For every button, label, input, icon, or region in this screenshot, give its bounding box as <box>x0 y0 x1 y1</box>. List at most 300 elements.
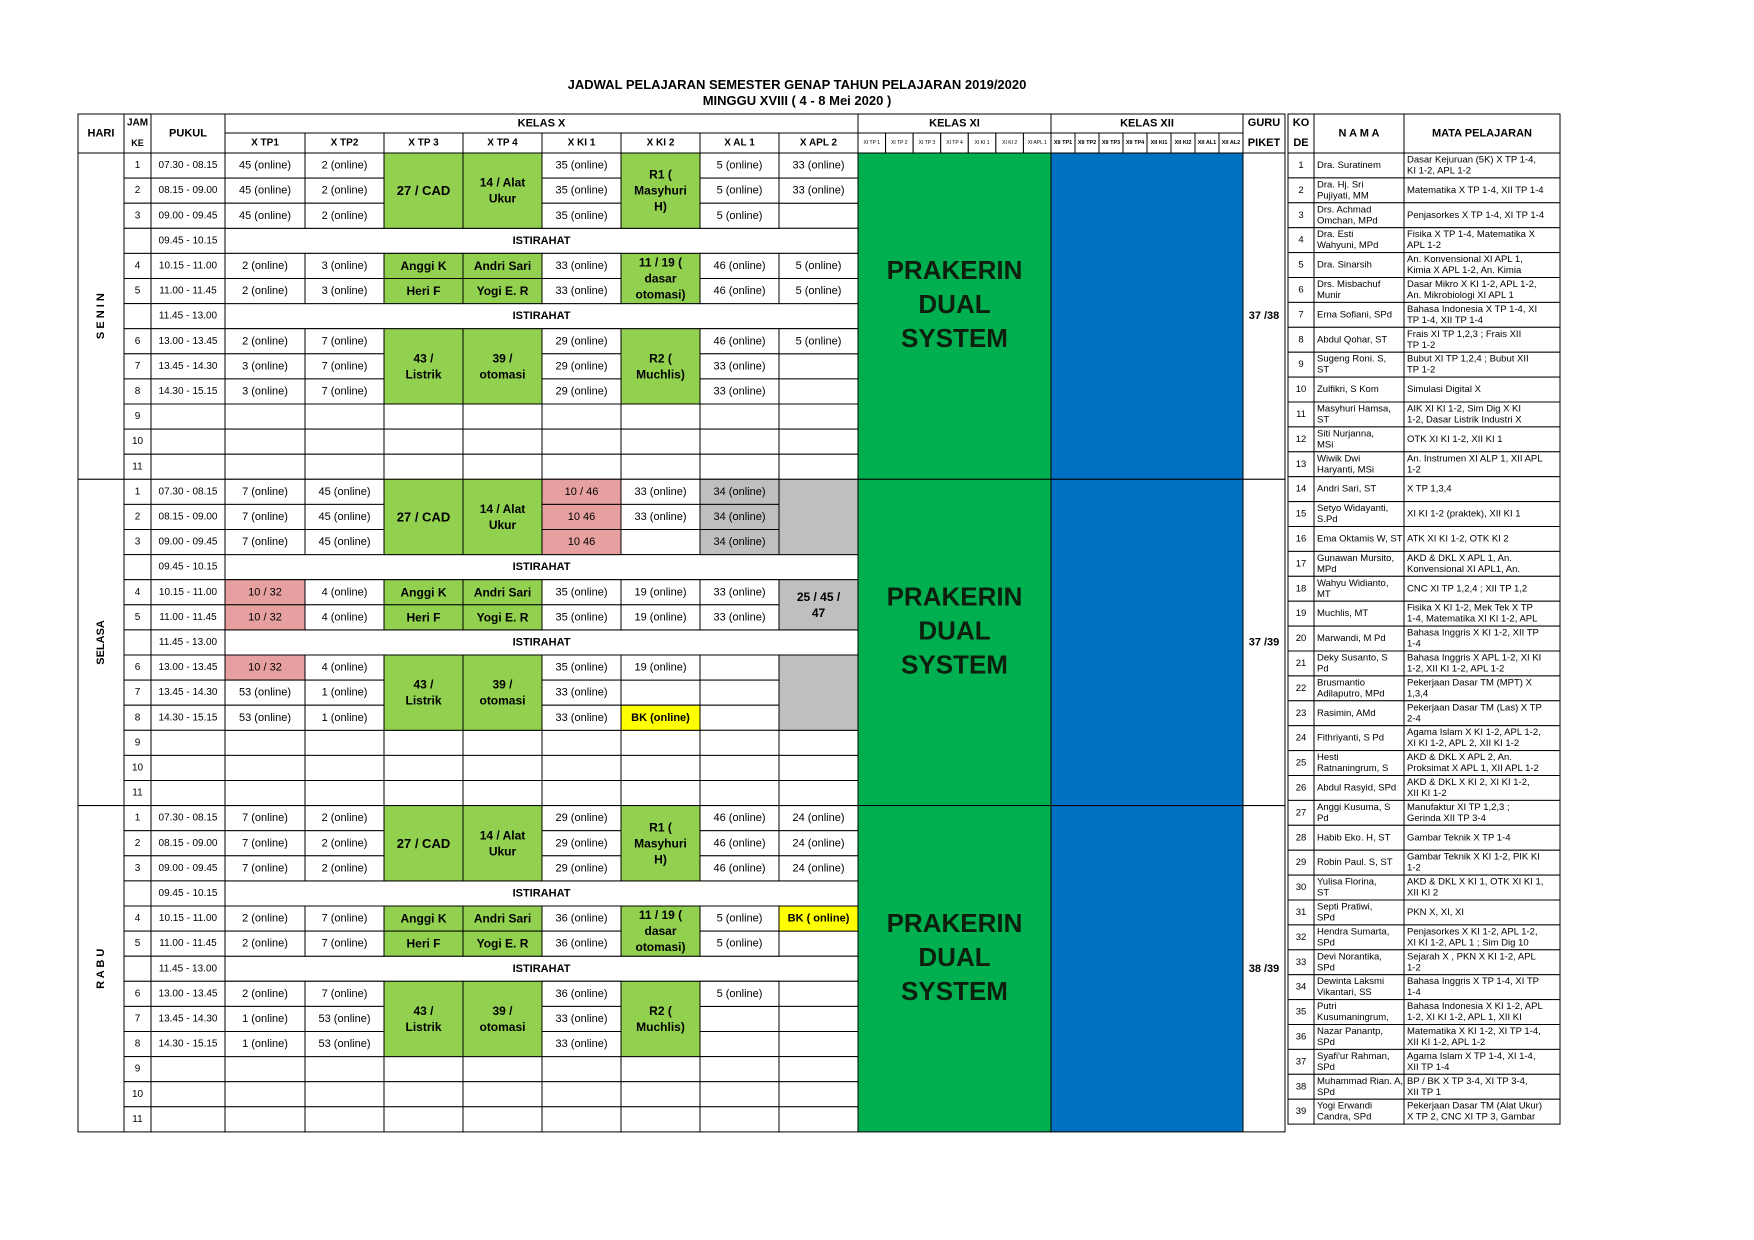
merged-entry: R2 ( <box>649 1003 672 1018</box>
jam-number: 8 <box>134 712 141 724</box>
schedule-cell <box>779 404 858 429</box>
teacher-name: Deky Susanto, S <box>1317 652 1388 664</box>
merged-entry: Muchlis) <box>636 1019 685 1034</box>
teacher-name: Brusmantio <box>1317 677 1366 689</box>
time-cell <box>151 730 225 755</box>
schedule-cell <box>779 454 858 479</box>
jam-number: 11 <box>132 787 143 799</box>
prakerin-label: SYSTEM <box>901 975 1008 1006</box>
merged-cell <box>779 479 858 554</box>
jam-cell <box>124 956 151 981</box>
merged-entry: 43 / <box>413 1003 434 1018</box>
header-xii-col: XII TP2 <box>1077 140 1097 146</box>
time-text: 07.30 - 08.15 <box>158 486 218 498</box>
schedule-entry: 34 (online) <box>713 510 766 523</box>
header-xi-col: XI TP 1 <box>863 140 881 146</box>
schedule-entry: 45 (online) <box>239 184 291 197</box>
teacher-code: 32 <box>1295 931 1307 943</box>
teacher-subject: 1-4, Matematika XI KI 1-2, APL <box>1407 613 1538 625</box>
teacher-subject: XI KI 1-2, APL 1 ; Sim Dig 10 <box>1407 937 1529 949</box>
teacher-name: Munir <box>1317 290 1341 301</box>
header-xi-col: XI APL 1 <box>1027 140 1047 146</box>
schedule-entry: 5 (online) <box>795 335 842 348</box>
merged-entry: 11 / 19 ( <box>638 255 683 270</box>
header-x-col: X TP 3 <box>408 137 439 149</box>
schedule-entry: 34 (online) <box>713 485 766 498</box>
schedule-cell <box>542 730 621 755</box>
teacher-subject: X TP 1,3,4 <box>1407 483 1452 495</box>
schedule-entry: 1 (online) <box>321 686 368 699</box>
schedule-cell <box>463 1107 542 1132</box>
header-ke: KE <box>131 138 144 148</box>
teacher-name: Nazar Panantp, <box>1317 1026 1384 1037</box>
teacher-subject: Manufaktur XI TP 1,2,3 ; <box>1407 801 1510 813</box>
schedule-entry: Anggi K <box>400 258 447 273</box>
teacher-name: Drs. Achmad <box>1317 204 1372 216</box>
jam-number: 8 <box>134 1038 141 1050</box>
teacher-name: Putri <box>1317 1001 1337 1013</box>
teacher-subject: TP 1-2 <box>1407 339 1436 351</box>
jam-number: 11 <box>132 461 143 473</box>
prakerin-label: SYSTEM <box>901 323 1008 354</box>
time-cell <box>151 1057 225 1082</box>
teacher-code: 12 <box>1295 433 1307 445</box>
teacher-code: 5 <box>1298 259 1304 271</box>
schedule-cell <box>542 1057 621 1082</box>
teacher-code: 36 <box>1295 1031 1307 1043</box>
schedule-entry: 24 (online) <box>792 862 845 875</box>
schedule-cell <box>621 755 700 780</box>
schedule-entry: 7 (online) <box>242 485 288 498</box>
time-cell <box>151 1107 225 1132</box>
teacher-subject: 1-2, XII KI 1-2, APL 1-2 <box>1407 663 1505 675</box>
merged-entry: 27 / CAD <box>396 183 451 199</box>
teacher-name: Wiwik Dwi <box>1317 453 1361 465</box>
schedule-entry: 2 (online) <box>321 159 368 172</box>
schedule-entry: 7 (online) <box>242 812 288 825</box>
jam-number: 7 <box>134 1013 141 1025</box>
schedule-cell <box>700 1057 779 1082</box>
teacher-name: ST <box>1317 364 1330 376</box>
schedule-cell <box>700 1006 779 1031</box>
schedule-cell <box>700 429 779 454</box>
merged-entry: Listrik <box>405 367 442 382</box>
teacher-subject: Bubut XI TP 1,2,4 ; Bubut XII <box>1407 353 1529 365</box>
time-text: 09.00 - 09.45 <box>158 536 218 548</box>
schedule-cell <box>779 1107 858 1132</box>
schedule-entry: 3 (online) <box>242 385 288 398</box>
jam-number: 4 <box>134 260 141 272</box>
teacher-name: Wahyuni, MPd <box>1317 240 1379 252</box>
schedule-entry: 45 (online) <box>239 159 291 172</box>
merged-entry: otomasi) <box>635 940 686 955</box>
teacher-subject: APL 1-2 <box>1407 240 1441 252</box>
teacher-subject: AKD & DKL X APL 1, An. <box>1407 552 1512 564</box>
time-text: 11.00 - 11.45 <box>159 285 217 297</box>
schedule-entry: 35 (online) <box>555 611 608 624</box>
schedule-entry: 29 (online) <box>555 862 608 875</box>
schedule-entry: 29 (online) <box>555 385 608 398</box>
schedule-cell <box>700 705 779 730</box>
teacher-name: Setyo Widayanti, <box>1317 503 1389 515</box>
jam-number: 3 <box>134 210 141 222</box>
teacher-name: Hesti <box>1317 752 1339 764</box>
schedule-entry: 2 (online) <box>242 259 288 272</box>
teacher-name: Fithriyanti, S Pd <box>1317 732 1385 744</box>
teacher-subject: Bahasa Indonesia X KI 1-2, APL <box>1407 1001 1543 1013</box>
schedule-cell <box>779 203 858 228</box>
jam-cell <box>124 555 151 580</box>
teacher-subject: X TP 2, CNC XI TP 3, Gambar <box>1407 1111 1536 1123</box>
teacher-code: 31 <box>1295 906 1307 918</box>
merged-cell <box>779 655 858 730</box>
schedule-entry: 53 (online) <box>318 1038 371 1051</box>
teacher-subject: Pekerjaan Dasar TM (Alat Ukur) <box>1407 1100 1542 1112</box>
teacher-code: 25 <box>1295 757 1307 769</box>
schedule-entry: 7 (online) <box>321 937 368 950</box>
merged-cell <box>463 329 542 404</box>
schedule-cell <box>384 755 463 780</box>
teacher-code: 6 <box>1298 284 1304 296</box>
jam-number: 1 <box>134 160 141 172</box>
teacher-subject: An. Instrumen XI ALP 1, XII APL <box>1407 453 1543 465</box>
teacher-name: Haryanti, MSi <box>1317 464 1375 476</box>
merged-entry: Masyhuri <box>634 836 687 851</box>
merged-entry: 27 / CAD <box>396 509 451 525</box>
time-text: 11.00 - 11.45 <box>159 611 217 623</box>
header-hari: HARI <box>87 127 115 140</box>
header-xi-col: XI TP 2 <box>891 140 908 146</box>
teacher-code: 27 <box>1295 807 1307 819</box>
teacher-name: Andri Sari, ST <box>1317 483 1377 495</box>
schedule-cell <box>463 730 542 755</box>
schedule-entry: 33 (online) <box>713 586 766 599</box>
jam-number: 8 <box>134 385 141 397</box>
schedule-entry: 33 (online) <box>555 1038 608 1051</box>
schedule-entry: 33 (online) <box>634 510 687 523</box>
schedule-entry: 1 (online) <box>242 1038 288 1051</box>
header-kelas-xii: KELAS XII <box>1120 117 1174 130</box>
time-text: 13.00 - 13.45 <box>158 662 218 674</box>
schedule-entry: 33 (online) <box>555 1012 608 1025</box>
schedule-entry: BK ( online) <box>787 912 850 925</box>
teacher-name: Pujiyati, MM <box>1317 190 1369 202</box>
schedule-cell <box>225 404 305 429</box>
jam-number: 6 <box>134 988 141 1000</box>
prakerin-label: DUAL <box>918 289 991 320</box>
schedule-entry: 7 (online) <box>321 912 368 925</box>
teacher-code: 2 <box>1298 184 1304 196</box>
time-text: 14.30 - 15.15 <box>158 712 218 724</box>
header-xii-col: XII TP3 <box>1101 140 1121 146</box>
break-label: ISTIRAHAT <box>512 636 571 649</box>
merged-entry: R2 ( <box>649 351 672 366</box>
merged-entry: 47 <box>811 605 826 620</box>
teacher-name: Pd <box>1317 663 1329 675</box>
piket-value: 38 /39 <box>1248 962 1280 975</box>
teacher-code: 23 <box>1295 707 1307 719</box>
time-text: 11.45 - 13.00 <box>158 310 218 322</box>
schedule-entry: 2 (online) <box>242 987 288 1000</box>
teacher-name: MSi <box>1317 439 1334 451</box>
teacher-code: 3 <box>1298 209 1304 221</box>
jam-number: 3 <box>134 862 141 874</box>
header-xi-col: XI KI 1 <box>974 140 990 146</box>
teacher-subject: ATK XI KI 1-2, OTK KI 2 <box>1407 533 1509 545</box>
schedule-cell <box>779 1057 858 1082</box>
teacher-subject: 1-2, XI KI 1-2, APL 1, XII KI <box>1407 1012 1522 1024</box>
header-ko: KO <box>1292 117 1310 129</box>
jam-number: 10 <box>131 762 144 774</box>
schedule-cell <box>700 454 779 479</box>
schedule-cell <box>225 1107 305 1132</box>
schedule-entry: 35 (online) <box>555 159 608 172</box>
header-x-col: X AL 1 <box>724 137 755 149</box>
merged-entry: R1 ( <box>649 820 672 835</box>
schedule-entry: 46 (online) <box>713 335 766 348</box>
teacher-subject: Kimia X APL 1-2, An. Kimia <box>1407 265 1522 277</box>
merged-entry: Listrik <box>405 693 442 708</box>
teacher-name: SPd <box>1317 1061 1335 1073</box>
teacher-name: Gunawan Mursito, <box>1317 552 1395 564</box>
schedule-cell <box>384 781 463 806</box>
schedule-entry: Heri F <box>406 284 441 299</box>
jam-cell <box>124 304 151 329</box>
teacher-code: 20 <box>1295 633 1307 645</box>
schedule-cell <box>700 730 779 755</box>
jam-number: 2 <box>134 837 141 849</box>
schedule-entry: 2 (online) <box>321 837 368 850</box>
schedule-cell <box>463 1082 542 1107</box>
schedule-cell <box>305 1082 384 1107</box>
schedule-entry: Andri Sari <box>473 258 532 273</box>
schedule-cell <box>384 1107 463 1132</box>
schedule-entry: 4 (online) <box>321 586 368 599</box>
teacher-subject: Konvensional XI APL1, An. <box>1407 563 1521 575</box>
schedule-entry: 2 (online) <box>242 285 288 298</box>
teacher-name: Masyhuri Hamsa, <box>1317 403 1391 415</box>
schedule-cell <box>621 454 700 479</box>
time-text: 10.15 - 11.00 <box>158 913 218 925</box>
jam-number: 3 <box>134 536 141 548</box>
schedule-entry: 5 (online) <box>795 259 842 272</box>
teacher-code: 35 <box>1295 1006 1307 1018</box>
time-text: 11.45 - 13.00 <box>158 636 218 648</box>
time-cell <box>151 1082 225 1107</box>
header-x-col: X TP2 <box>330 137 359 149</box>
schedule-cell <box>384 404 463 429</box>
schedule-entry: 35 (online) <box>555 661 608 674</box>
schedule-cell <box>700 404 779 429</box>
schedule-entry: 29 (online) <box>555 812 608 825</box>
schedule-cell <box>463 454 542 479</box>
schedule-cell <box>542 1107 621 1132</box>
merged-entry: H) <box>654 852 667 867</box>
teacher-subject: 1,3,4 <box>1407 688 1429 700</box>
schedule-cell <box>621 730 700 755</box>
teacher-code: 4 <box>1298 234 1304 246</box>
schedule-cell <box>305 755 384 780</box>
header-xii-col: XII AL1 <box>1197 140 1217 146</box>
schedule-entry: 7 (online) <box>242 862 288 875</box>
jam-number: 1 <box>134 486 141 498</box>
schedule-cell <box>384 1082 463 1107</box>
schedule-cell <box>779 981 858 1006</box>
teacher-subject: XII TP 1 <box>1407 1086 1441 1098</box>
merged-entry: otomasi <box>479 1019 526 1034</box>
header-xii-col: XII KI2 <box>1174 140 1192 146</box>
teacher-subject: Proksimat X APL 1, XII APL 1-2 <box>1407 763 1539 775</box>
kelas-xii-block <box>1051 153 1243 479</box>
teacher-code: 24 <box>1295 732 1307 744</box>
schedule-cell <box>621 1057 700 1082</box>
teacher-name: S.Pd <box>1317 514 1338 526</box>
schedule-cell <box>225 781 305 806</box>
schedule-cell <box>384 429 463 454</box>
teacher-code: 39 <box>1295 1106 1307 1118</box>
time-text: 08.15 - 09.00 <box>158 511 218 523</box>
schedule-entry: Andri Sari <box>473 585 532 600</box>
merged-entry: 43 / <box>413 351 434 366</box>
teacher-subject: Agama Islam X KI 1-2, APL 1-2, <box>1407 727 1541 739</box>
teacher-subject: BP / BK X TP 3-4, XI TP 3-4, <box>1407 1075 1528 1087</box>
schedule-cell <box>384 454 463 479</box>
schedule-cell <box>621 429 700 454</box>
schedule-entry: Heri F <box>406 610 441 625</box>
merged-entry: Listrik <box>405 1019 442 1034</box>
schedule-cell <box>542 1082 621 1107</box>
prakerin-label: PRAKERIN <box>886 255 1023 286</box>
teacher-subject: Penjasorkes X TP 1-4, XI TP 1-4 <box>1407 209 1545 221</box>
teacher-name: Dra. Sinarsih <box>1317 259 1372 271</box>
header-de: DE <box>1293 137 1309 149</box>
prakerin-label: DUAL <box>918 615 991 646</box>
teacher-subject: An. Mikrobiologi XI APL 1 <box>1407 290 1514 301</box>
teacher-code: 9 <box>1298 359 1304 371</box>
teacher-subject: Gerinda XII TP 3-4 <box>1407 812 1486 824</box>
time-cell <box>151 755 225 780</box>
schedule-entry: 10 / 32 <box>248 661 282 674</box>
teacher-name: Abdul Qohar, ST <box>1317 334 1388 346</box>
merged-entry: Ukur <box>488 191 517 206</box>
teacher-name: Hendra Sumarta, <box>1317 926 1390 938</box>
teacher-name: Yogi Erwandi <box>1317 1100 1373 1112</box>
time-text: 14.30 - 15.15 <box>158 1038 218 1050</box>
schedule-cell <box>305 781 384 806</box>
schedule-entry: 35 (online) <box>555 586 608 599</box>
teacher-name: Yulisa Florina, <box>1317 876 1377 888</box>
schedule-cell <box>225 454 305 479</box>
teacher-name: Habib Eko. H, ST <box>1317 832 1391 844</box>
schedule-cell <box>779 354 858 379</box>
schedule-cell <box>621 680 700 705</box>
jam-number: 10 <box>131 1088 144 1100</box>
merged-cell <box>779 580 858 630</box>
schedule-entry: 4 (online) <box>321 661 368 674</box>
schedule-entry: 5 (online) <box>716 912 763 925</box>
jam-number: 6 <box>134 335 141 347</box>
teacher-name: Abdul Rasyid, SPd <box>1317 782 1397 794</box>
schedule-entry: 33 (online) <box>555 285 608 298</box>
teacher-subject: 1-2 <box>1407 962 1421 974</box>
teacher-name: Marwandi, M Pd <box>1317 633 1386 645</box>
teacher-name: Dra. Esti <box>1317 229 1354 241</box>
teacher-name: Erna Sofiani, SPd <box>1317 309 1392 321</box>
schedule-cell <box>305 1057 384 1082</box>
schedule-entry: Yogi E. R <box>476 610 529 625</box>
teacher-code: 17 <box>1295 558 1307 570</box>
teacher-code: 1 <box>1298 159 1304 171</box>
jam-number: 7 <box>134 360 141 372</box>
schedule-entry: 7 (online) <box>242 536 288 549</box>
teacher-name: Pd <box>1317 812 1329 824</box>
teacher-subject: PKN X, XI, XI <box>1407 906 1465 918</box>
schedule-entry: 3 (online) <box>321 259 368 272</box>
time-text: 07.30 - 08.15 <box>158 160 218 172</box>
break-label: ISTIRAHAT <box>512 310 571 323</box>
schedule-entry: 45 (online) <box>318 510 371 523</box>
merged-entry: otomasi) <box>635 287 686 302</box>
schedule-cell <box>700 781 779 806</box>
teacher-subject: Fisika X KI 1-2, Mek Tek X TP <box>1407 602 1533 614</box>
schedule-cell <box>621 781 700 806</box>
jam-cell <box>124 630 151 655</box>
schedule-entry: 10 / 46 <box>564 485 599 498</box>
teacher-subject: Gambar Teknik X KI 1-2, PIK KI <box>1407 851 1540 863</box>
jam-number: 9 <box>134 737 141 749</box>
merged-entry: Masyhuri <box>634 183 687 198</box>
teacher-subject: An. Konvensional XI APL 1, <box>1407 254 1523 266</box>
teacher-name: Kusumaningrum, <box>1317 1012 1389 1024</box>
time-text: 09.45 - 10.15 <box>158 887 218 899</box>
day-name: R A B U <box>95 948 107 989</box>
teacher-name: Siti Nurjanna, <box>1317 428 1375 440</box>
jam-number: 7 <box>134 687 141 699</box>
schedule-cell <box>700 655 779 680</box>
teacher-name: Ratnaningrum, S <box>1317 763 1389 775</box>
merged-cell <box>384 329 463 404</box>
merged-entry: R1 ( <box>649 167 672 182</box>
schedule-entry: 2 (online) <box>321 184 368 197</box>
schedule-cell <box>700 1107 779 1132</box>
schedule-entry: 53 (online) <box>318 1012 371 1025</box>
header-guru: GURU <box>1247 117 1281 129</box>
piket-value: 37 /39 <box>1248 636 1280 649</box>
teacher-name: ST <box>1317 414 1330 426</box>
teacher-subject: XI KI 1-2, APL 2, XII KI 1-2 <box>1407 738 1520 750</box>
teacher-name: Candra, SPd <box>1317 1111 1372 1123</box>
teacher-subject: 1-2 <box>1407 862 1421 874</box>
schedule-entry: Yogi E. R <box>476 936 529 951</box>
teacher-subject: XII KI 1-2, APL 1-2 <box>1407 1037 1486 1048</box>
time-text: 13.00 - 13.45 <box>158 988 218 1000</box>
teacher-code: 14 <box>1295 483 1307 495</box>
schedule-entry: 2 (online) <box>321 209 368 222</box>
header-xii-col: XII AL2 <box>1221 140 1241 146</box>
jam-cell <box>124 228 151 253</box>
schedule-cell <box>542 454 621 479</box>
schedule-entry: 2 (online) <box>242 937 288 950</box>
schedule-cell <box>779 1082 858 1107</box>
schedule-entry: 33 (online) <box>713 385 766 398</box>
header-x-col: X APL 2 <box>799 137 838 149</box>
teacher-name: ST <box>1317 887 1330 899</box>
time-text: 13.45 - 14.30 <box>158 360 218 372</box>
schedule-cell <box>621 404 700 429</box>
schedule-cell <box>779 755 858 780</box>
schedule-entry: 29 (online) <box>555 837 608 850</box>
schedule-entry: 35 (online) <box>555 184 608 197</box>
